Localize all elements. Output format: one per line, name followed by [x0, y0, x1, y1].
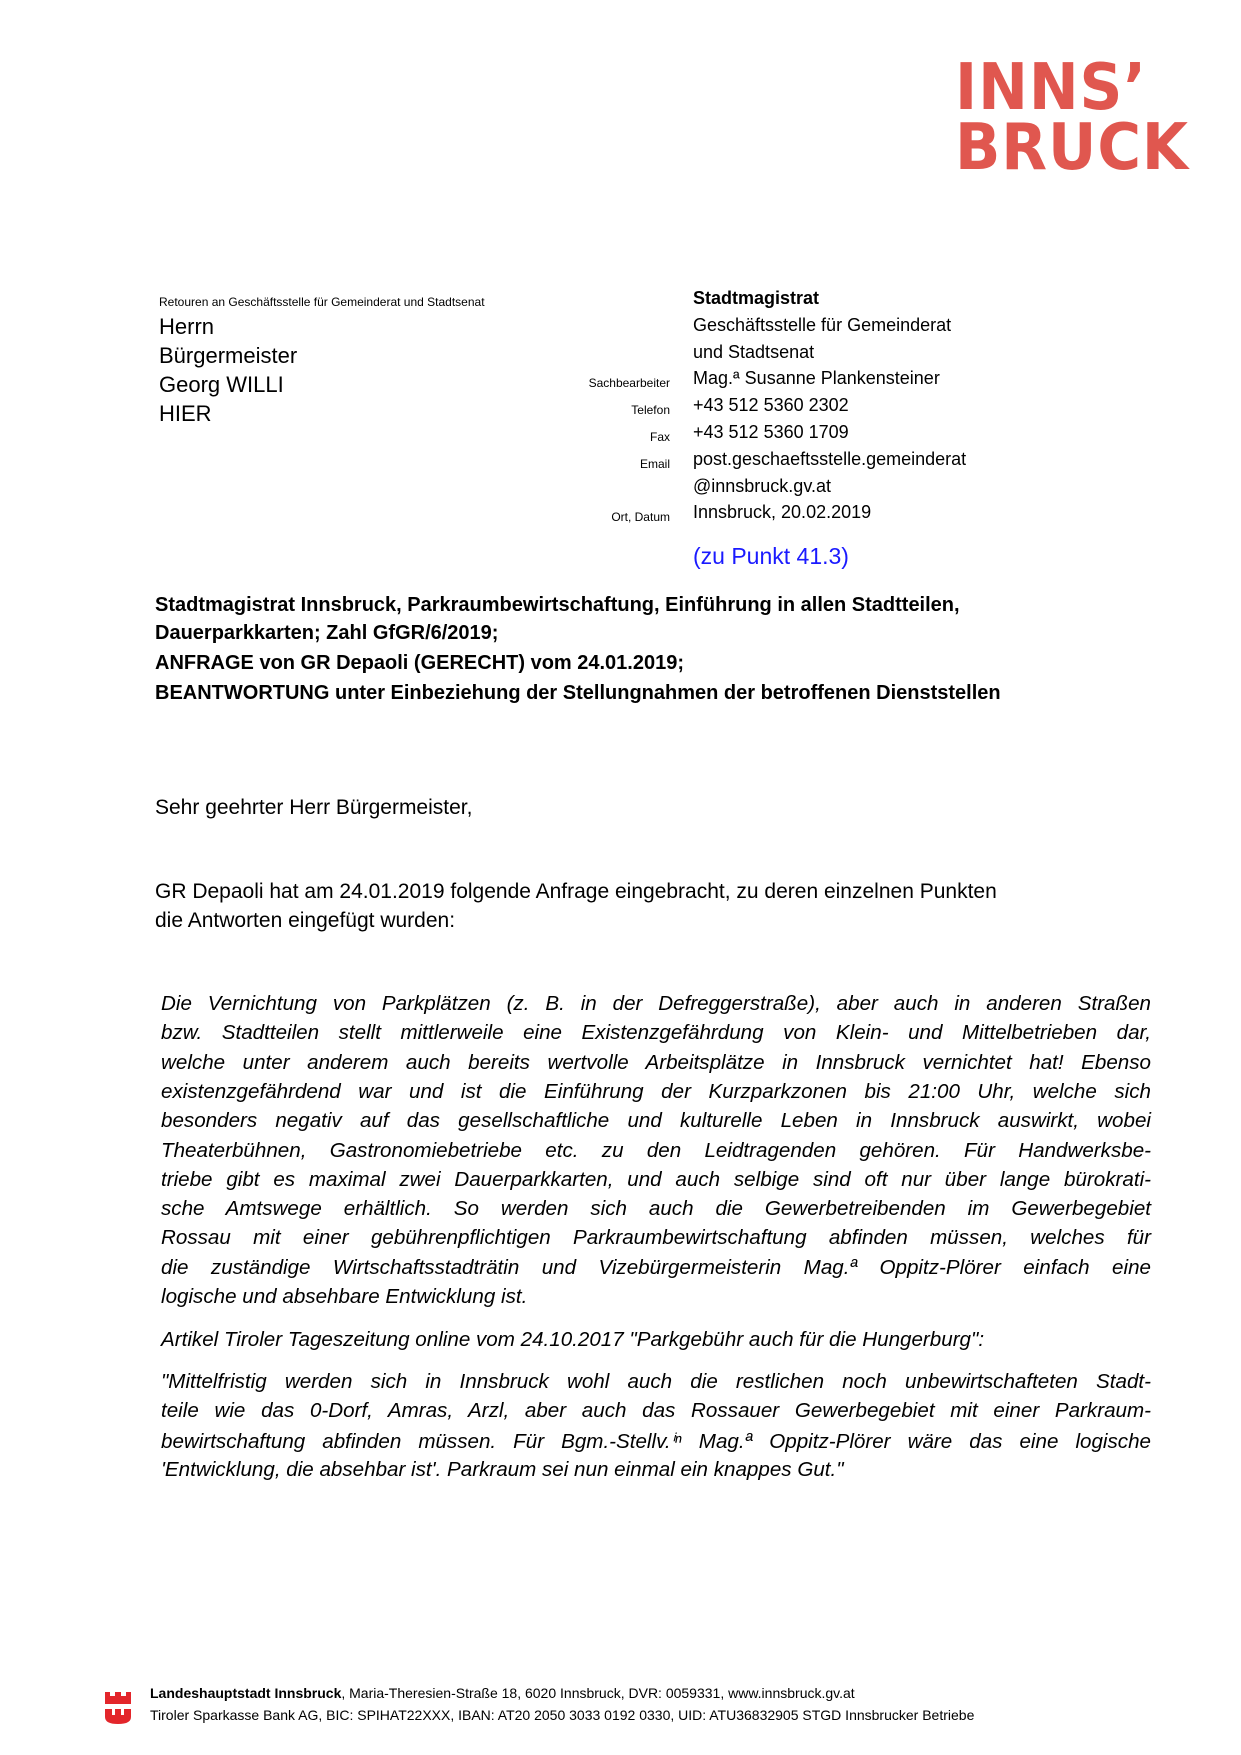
innsbruck-logo [955, 51, 1189, 185]
recipient-line: Herrn [159, 314, 215, 339]
clerk-name: Mag.ª Susanne Plankensteiner [693, 368, 940, 388]
intro-line: GR Depaoli hat am 24.01.2019 folgende Anfrage eingebracht, zu deren einzelnen Punkten [155, 880, 997, 903]
date-label: Ort, Datum [611, 510, 670, 524]
fax-value: +43 512 5360 1709 [693, 422, 849, 442]
logo-line-1: INNS’ [955, 51, 1147, 125]
sender-org: Stadtmagistrat [693, 288, 820, 308]
quote-line: 'Entwicklung, die absehbar ist'. Parkraum sei nun einmal ein knappes Gut." [161, 1457, 844, 1481]
city-crest-icon [104, 1690, 132, 1726]
phone-value: +43 512 5360 2302 [693, 395, 849, 415]
inquiry-line: Theaterbühnen, Gastronomiebetriebe etc. zu den Leidtragenden gehören. Für Handwerksbe- [161, 1138, 1151, 1162]
inquiry-line: besonders negativ auf das gesellschaftliche und kulturelle Leben in Innsbruck auswirkt, wobei [161, 1109, 1151, 1133]
footer-line-1 [150, 1685, 855, 1701]
phone-label: Telefon [631, 403, 670, 417]
inquiry-line: bzw. Stadtteilen stellt mittlerweile eine Existenzgefährdung von Klein- und Mittelbetrieben dar, [161, 1021, 1151, 1045]
sender-dept: Geschäftsstelle für Gemeinderat [693, 315, 952, 335]
fax-label: Fax [649, 430, 670, 444]
inquiry-line: triebe gibt es maximal zwei Dauerparkkarten, und auch selbige sind oft nur über lange bürokrati- [161, 1167, 1151, 1191]
recipient-line: Bürgermeister [159, 343, 298, 368]
salutation: Sehr geehrter Herr Bürgermeister, [155, 796, 473, 819]
intro-line: die Antworten eingefügt wurden: [155, 909, 456, 932]
subject-line: BEANTWORTUNG unter Einbeziehung der Stellungnahmen der betroffenen Dienststellen [155, 682, 1001, 704]
email-value[interactable]: post.geschaeftsstelle.gemeinderat [693, 449, 967, 469]
clerk-label: Sachbearbeiter [588, 376, 670, 390]
subject-line: ANFRAGE von GR Depaoli (GERECHT) vom 24.01.2019; [155, 652, 685, 674]
inquiry-line: welche unter anderem auch bereits wertvolle Arbeitsplätze in Innsbruck vernichtet hat! Ebenso [161, 1050, 1151, 1074]
agenda-reference: (zu Punkt 41.3) [693, 543, 849, 569]
article-reference: Artikel Tiroler Tageszeitung online vom 24.10.2017 "Parkgebühr auch für die Hungerburg": [161, 1328, 985, 1351]
subject-line: Dauerparkkarten; Zahl GfGR/6/2019; [155, 622, 499, 644]
email-value-cont[interactable]: @innsbruck.gv.at [693, 476, 831, 496]
inquiry-line: Rossau mit einer gebührenpflichtigen Parkraumbewirtschaftung abfinden müssen, welches für [161, 1226, 1151, 1250]
quote-line: "Mittelfristig werden sich in Innsbruck wohl auch die restlichen noch unbewirtschafteten Stadt- [161, 1370, 1151, 1393]
recipient-line: Georg WILLI [159, 372, 284, 397]
sender-dept: und Stadtsenat [693, 342, 815, 362]
date-value: Innsbruck, 20.02.2019 [693, 502, 872, 522]
logo-line-2: BRUCK [955, 111, 1189, 185]
recipient-line: HIER [159, 401, 212, 426]
footer-line-2: Tiroler Sparkasse Bank AG, BIC: SPIHAT22XXX, IBAN: AT20 2050 3033 0192 0330, UID: ATU36832905 STGD Innsbrucker Betriebe [150, 1707, 975, 1723]
inquiry-line: logische und absehbare Entwicklung ist. [161, 1285, 528, 1308]
quote-line: teile wie das 0-Dorf, Amras, Arzl, aber auch das Rossauer Gewerbegebiet mit einer Parkraum- [161, 1399, 1151, 1423]
inquiry-line: sche Amtswege erhältlich. So werden sich auch die Gewerbetreibenden im Gewerbegebiet [161, 1197, 1151, 1221]
inquiry-line: die zuständige Wirtschaftsstadträtin und Vizebürgermeisterin Mag.ª Oppitz-Plörer einfach eine [161, 1255, 1151, 1279]
quote-line: bewirtschaftung abfinden müssen. Für Bgm.-Stellv.ⁱⁿ Mag.ª Oppitz-Plörer wäre das eine logische [161, 1429, 1151, 1453]
footer-org: Landeshauptstadt Innsbruck [150, 1685, 342, 1701]
subject-line: Stadtmagistrat Innsbruck, Parkraumbewirtschaftung, Einführung in allen Stadtteilen, [155, 594, 960, 616]
footer-address: , Maria-Theresien-Straße 18, 6020 Innsbruck, DVR: 0059331, www.innsbruck.gv.at [341, 1685, 855, 1701]
email-label: Email [639, 457, 670, 471]
inquiry-line: existenzgefährdend war und ist die Einführung der Kurzparkzonen bis 21:00 Uhr, welche sich [161, 1079, 1151, 1103]
inquiry-line: Die Vernichtung von Parkplätzen (z. B. in der Defreggerstraße), aber auch in anderen Straßen [161, 992, 1151, 1015]
return-address: Retouren an Geschäftsstelle für Gemeinderat und Stadtsenat [159, 295, 485, 309]
